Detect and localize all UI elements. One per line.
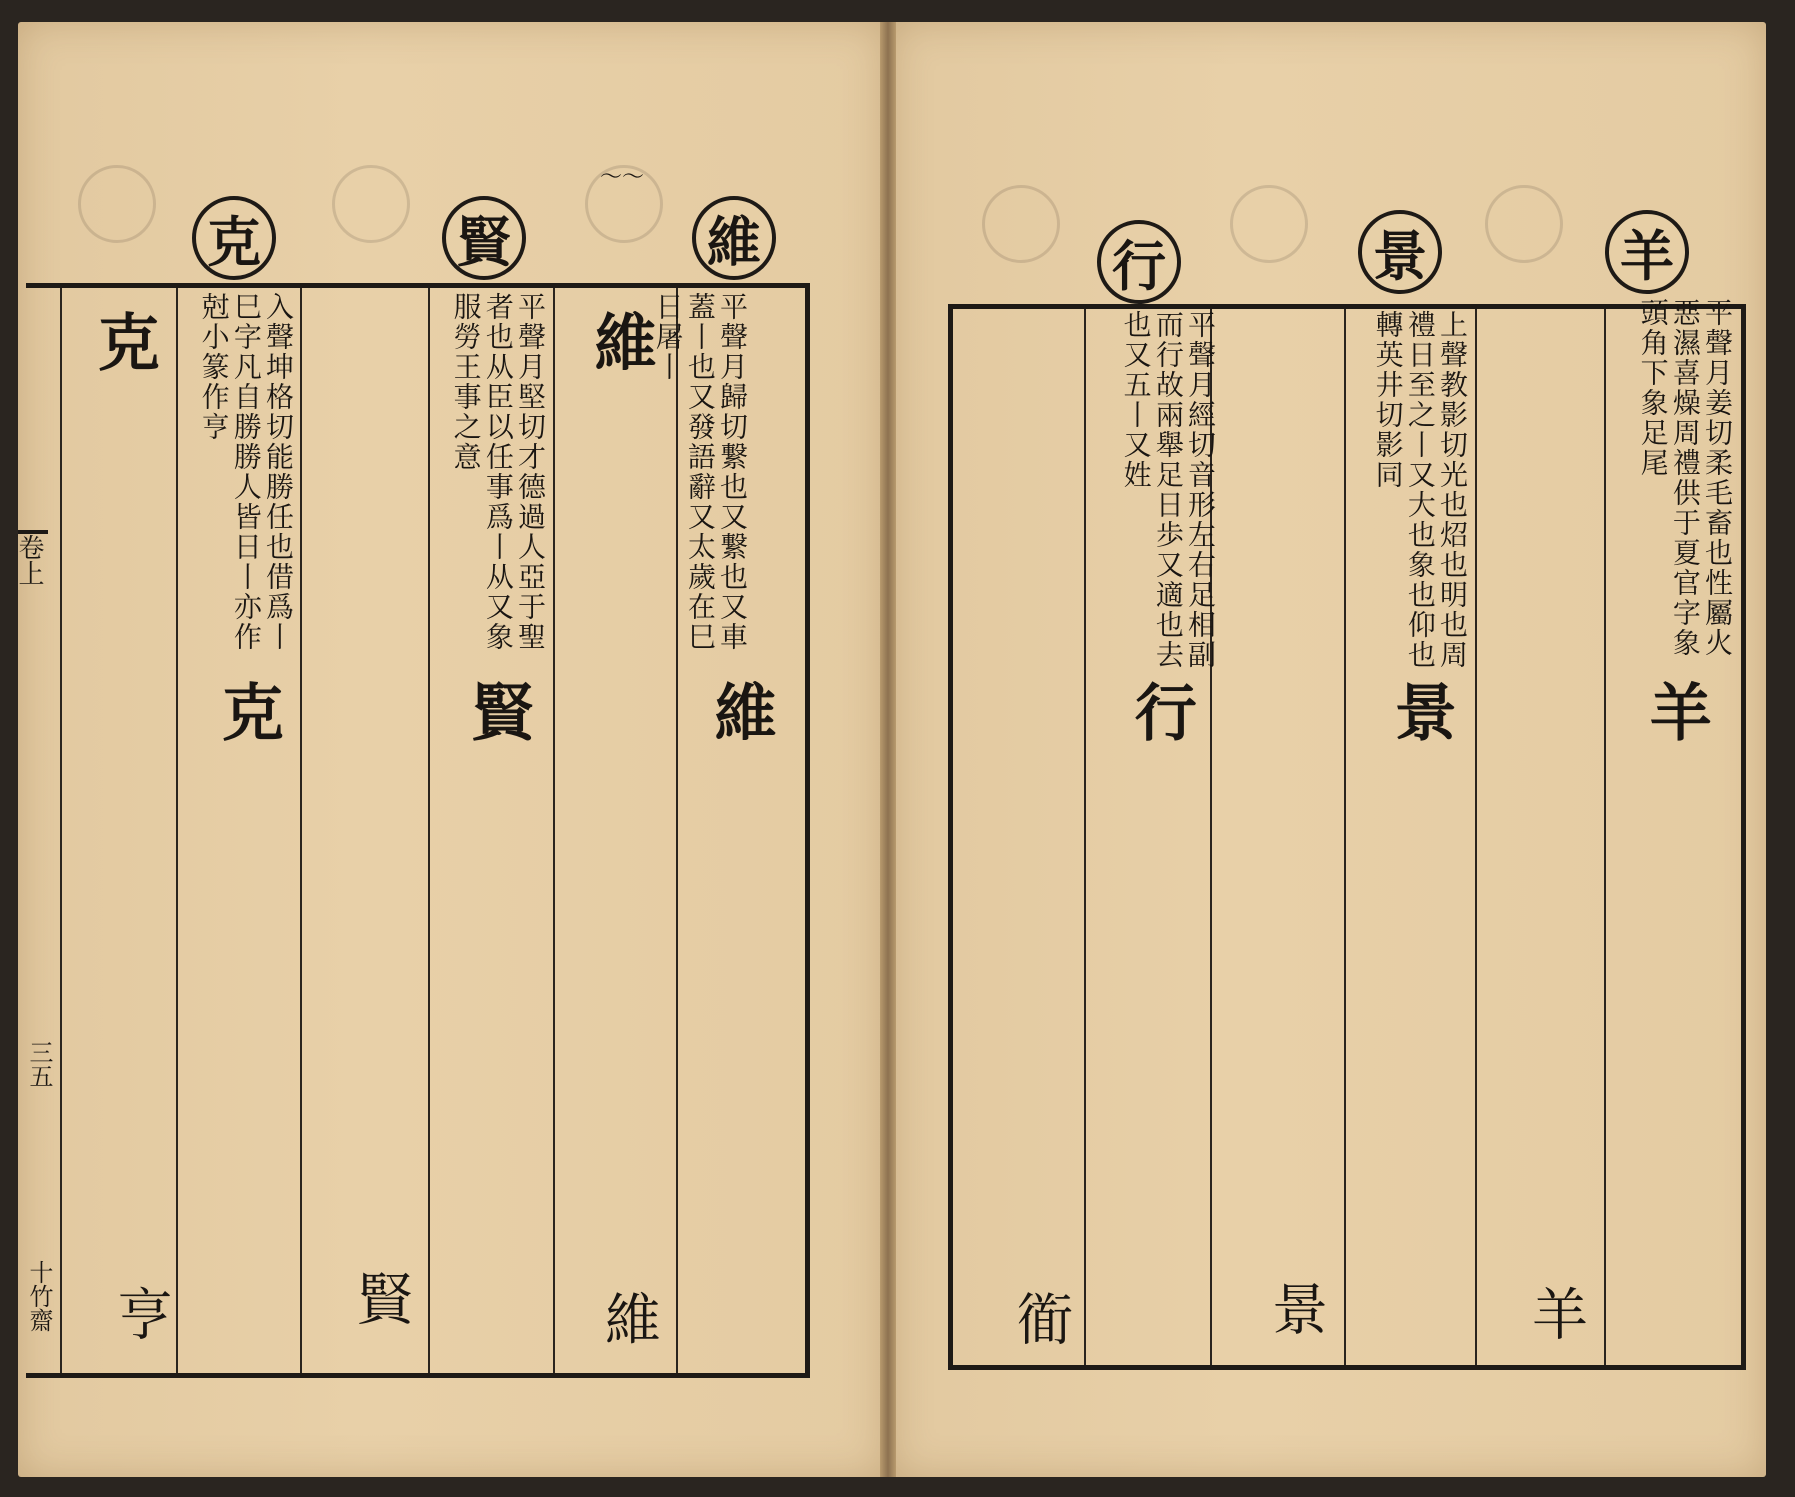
- headword-char: 維: [707, 209, 761, 274]
- gloss-text: 平聲月歸切繋也又繋也又車蓋丨也又發語辭又太歲在巳日屠丨: [651, 292, 749, 652]
- gloss-text: 入聲坤格切能勝任也借爲丨巳字凡自勝勝人皆日丨亦作尅小篆作亨: [197, 292, 295, 652]
- headword-circle: [1605, 210, 1689, 294]
- column-rule: [553, 288, 555, 1373]
- seal-script-column: 克: [87, 310, 161, 394]
- seal-variant: 亨: [108, 1285, 173, 1341]
- gloss-text: 平聲月姜切柔毛畜也性屬火惡濕喜燥周禮供于夏官字象頭角下象足尾: [1636, 298, 1734, 658]
- bleedthrough-circle: [1230, 185, 1308, 263]
- bleedthrough-circle: [78, 165, 156, 243]
- headword-char: 羊: [1620, 223, 1674, 288]
- seal-script-column: 維: [704, 680, 778, 764]
- seal-variant: 景: [1263, 1280, 1328, 1336]
- page-number: 三五: [25, 1040, 53, 1088]
- headword-circle: [1358, 210, 1442, 294]
- seal-script-column: 賢: [461, 680, 535, 764]
- headword-char: 景: [1373, 223, 1427, 288]
- column-rule: [60, 288, 62, 1373]
- printer-mark: 十竹齋: [25, 1260, 53, 1332]
- bleedthrough-circle: [1485, 185, 1563, 263]
- seal-variant: 賢: [348, 1270, 413, 1326]
- headword-circle: [192, 196, 276, 280]
- gloss-text: 平聲月經切音形左右足相副而行故兩舉足日歩又適也去也又五丨又姓: [1119, 310, 1217, 670]
- seal-script-column: 景: [1384, 680, 1458, 764]
- column-rule: [1084, 309, 1086, 1365]
- seal-variant: 維: [596, 1290, 661, 1346]
- headword-char: 賢: [457, 209, 511, 274]
- headword-char: 克: [207, 209, 261, 274]
- column-rule: [300, 288, 302, 1373]
- column-rule: [176, 288, 178, 1373]
- seal-variant: 羊: [1523, 1285, 1588, 1341]
- seal-script-column: 羊: [1639, 680, 1713, 764]
- gloss-text: 平聲月堅切才德過人亞于聖者也从臣以任事爲丨从又象服勞王事之意: [449, 292, 547, 652]
- ornament: 〜〜: [600, 165, 645, 190]
- seal-variant: 衜: [1008, 1290, 1073, 1346]
- column-rule: [1475, 309, 1477, 1365]
- headword-circle: [442, 196, 526, 280]
- bleedthrough-circle: [332, 165, 410, 243]
- seal-script-column: 克: [211, 680, 285, 764]
- seal-script-column: 維: [584, 310, 658, 394]
- headword-circle: [692, 196, 776, 280]
- headword-char: 行: [1112, 233, 1166, 298]
- bleedthrough-circle: [982, 185, 1060, 263]
- gloss-text: 上聲教影切光也炤也明也周禮日至之丨又大也象也仰也轉英井切影同: [1371, 310, 1469, 670]
- book-gutter: [880, 22, 896, 1477]
- volume-tab: 卷上: [18, 530, 48, 654]
- column-rule: [1344, 309, 1346, 1365]
- headword-circle: [1097, 220, 1181, 304]
- seal-script-column: 行: [1124, 680, 1198, 764]
